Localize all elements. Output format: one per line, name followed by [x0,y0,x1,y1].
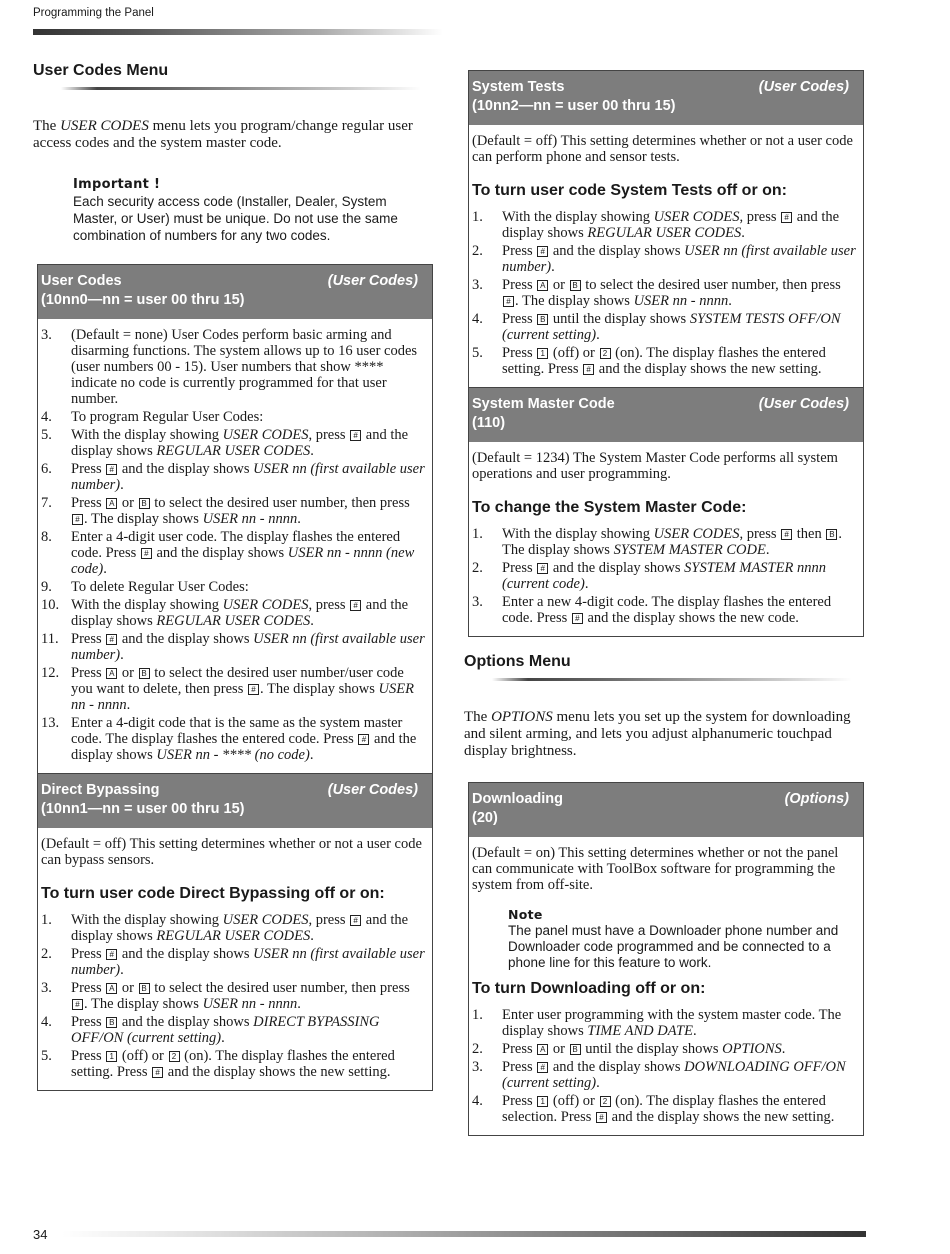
key-icon: A [537,1044,548,1055]
step-text: Press # and the display shows USER nn (first available user number). [71,461,425,493]
section-rule [492,678,852,681]
step-number: 2. [472,1041,483,1057]
section-rule [61,87,421,90]
box-header [38,265,432,319]
note-callout [508,907,857,971]
note-text: The panel must have a Downloader phone number and Downloader code programmed and be connected to a phone line for this feature to work. [508,923,839,970]
step-text: Press A or B to select the desired user number/user code you want to delete, then press # . The display shows USER nn - nnnn. [71,665,414,713]
box-intro: (Default = 1234) The System Master Code performs all system operations and user programming. [472,450,838,482]
procedure-heading: To turn Downloading off or on: [472,980,706,997]
box-title: Direct Bypassing [41,782,160,798]
step-number: 2. [472,560,483,576]
direct-bypassing-box [37,774,433,1091]
running-header: Programming the Panel [33,7,154,19]
step-number: 11. [41,631,59,647]
step-text: Press # and the display shows USER nn (first available user number). [71,946,425,978]
box-title: User Codes [41,273,122,289]
step-item [41,1014,426,1046]
box-subtitle: (110) [472,415,506,431]
step-text: To program Regular User Codes: [71,409,264,425]
key-icon: 1 [537,1096,548,1107]
key-icon: # [106,464,117,475]
step-text: Enter user programming with the system master code. The display shows TIME AND DATE. [502,1007,842,1039]
step-number: 13. [41,715,60,731]
step-number: 7. [41,495,52,511]
key-icon: # [72,514,83,525]
key-icon: A [106,668,117,679]
page-number: 34 [33,1227,48,1242]
step-item [41,980,426,1012]
step-text: (Default = none) User Codes perform basic arming and disarming functions. The system allows up to 16 user codes (user numbers 00 - 15). User numbers that show **** indicate no code is currently programmed for that user number. [71,327,418,407]
step-item [41,495,426,527]
downloading-box [468,782,864,1136]
step-item [41,427,426,459]
step-text: With the display showing USER CODES, press # and the display shows REGULAR USER CODES. [71,912,409,944]
key-icon: # [358,734,369,745]
step-number: 3. [472,1059,483,1075]
box-tag: (User Codes) [758,79,849,95]
step-text: Enter a 4-digit user code. The display flashes the entered code. Press # and the display shows USER nn - nnnn (new code). [71,529,415,577]
step-number: 1. [472,1007,483,1023]
step-text: Press 1 (off) or 2 (on). The display flashes the entered setting. Press # and the display shows the new setting. [502,345,826,377]
system-tests-box [468,70,864,388]
step-item [472,526,857,558]
step-item [472,209,857,241]
user-codes-box [37,264,433,774]
box-header [469,783,863,837]
key-icon: 2 [600,1096,611,1107]
key-icon: B [570,280,581,291]
key-icon: # [72,999,83,1010]
step-item [472,594,857,626]
section-title-options-menu: Options Menu [464,653,571,670]
step-number: 5. [41,1048,52,1064]
step-item [41,665,426,713]
step-item [472,1093,857,1125]
box-title: System Tests [472,79,565,95]
key-icon: # [781,529,792,540]
box-tag: (Options) [784,791,849,807]
key-icon: B [570,1044,581,1055]
procedure-heading: To turn user code System Tests off or on: [472,182,787,199]
important-text: Each security access code (Installer, Dealer, System Master, or User) must be unique. Do not use the same combination of numbers for any two codes. [73,194,398,243]
box-tag: (User Codes) [327,273,418,289]
key-icon: # [537,246,548,257]
step-text: Press # and the display shows SYSTEM MASTER nnnn (current code). [502,560,826,592]
important-title: Important ! [73,177,161,192]
key-icon: B [139,668,150,679]
box-intro: (Default = on) This setting determines whether or not the panel can communicate with ToolBox software for programming the system from off-site. [472,845,839,893]
step-number: 9. [41,579,52,595]
step-item [41,631,426,663]
step-number: 12. [41,665,60,681]
step-text: Press B and the display shows DIRECT BYPASSING OFF/ON (current setting). [71,1014,380,1046]
step-number: 8. [41,529,52,545]
step-item [41,461,426,493]
key-icon: 2 [600,348,611,359]
box-subtitle: (10nn1—nn = user 00 thru 15) [41,801,245,817]
procedure-heading: To change the System Master Code: [472,499,747,516]
options-intro: The OPTIONS menu lets you set up the system for downloading and silent arming, and lets you adjust alphanumeric touchpad display brightness. [464,709,851,759]
step-text: Press B until the display shows SYSTEM TESTS OFF/ON (current setting). [502,311,841,343]
step-text: Press # and the display shows DOWNLOADING OFF/ON (current setting). [502,1059,846,1091]
left-column [33,62,433,1091]
step-item [472,1007,857,1039]
key-icon: # [583,364,594,375]
step-text: Press 1 (off) or 2 (on). The display flashes the entered selection. Press # and the display shows the new setting. [502,1093,835,1125]
step-text: Press A or B to select the desired user number, then press # . The display shows USER nn - nnnn. [71,495,410,527]
step-item [41,715,426,763]
note-title: Note [508,907,543,922]
key-icon: B [106,1017,117,1028]
step-text: Enter a new 4-digit code. The display flashes the entered code. Press # and the display shows the new code. [502,594,832,626]
step-item [472,560,857,592]
important-callout [73,176,433,244]
step-number: 1. [472,526,483,542]
section-title-user-codes-menu: User Codes Menu [33,62,169,79]
step-number: 6. [41,461,52,477]
box-title: System Master Code [472,396,615,412]
box-subtitle: (10nn2—nn = user 00 thru 15) [472,98,676,114]
step-number: 1. [472,209,483,225]
key-icon: # [152,1067,163,1078]
step-number: 3. [41,980,52,996]
step-text: Press # and the display shows USER nn (first available user number). [71,631,425,663]
box-title: Downloading [472,791,564,807]
step-text: Press # and the display shows USER nn (first available user number). [502,243,856,275]
key-icon: # [248,684,259,695]
step-text: Press A or B until the display shows OPTIONS. [502,1041,786,1057]
box-tag: (User Codes) [758,396,849,412]
key-icon: A [537,280,548,291]
header-rule [33,29,443,35]
key-icon: # [106,949,117,960]
procedure-heading: To turn user code Direct Bypassing off or on: [41,885,385,902]
step-item [472,1059,857,1091]
step-text: Press A or B to select the desired user number, then press # . The display shows USER nn - nnnn. [71,980,410,1012]
step-number: 3. [41,327,52,343]
key-icon: # [781,212,792,223]
box-tag: (User Codes) [327,782,418,798]
step-number: 2. [472,243,483,259]
step-item [472,345,857,377]
steps-list [41,327,426,763]
system-master-code-box [468,388,864,637]
step-text: With the display showing USER CODES, press # and the display shows REGULAR USER CODES. [71,597,409,629]
key-icon: 1 [106,1051,117,1062]
step-item [41,912,426,944]
step-item [41,946,426,978]
step-number: 3. [472,277,483,293]
step-text: Enter a 4-digit code that is the same as the system master code. The display flashes the entered code. Press # and the display shows USER nn - **** (no code). [71,715,417,763]
step-item [41,1048,426,1080]
step-text: With the display showing USER CODES, press # and the display shows REGULAR USER CODES. [502,209,840,241]
step-number: 10. [41,597,60,613]
key-icon: A [106,498,117,509]
key-icon: # [503,296,514,307]
step-number: 4. [472,311,483,327]
step-item [41,409,426,425]
step-number: 5. [472,345,483,361]
footer-rule [62,1231,866,1237]
step-number: 4. [41,409,52,425]
key-icon: 2 [169,1051,180,1062]
box-header [469,388,863,442]
key-icon: B [139,498,150,509]
user-codes-intro: The USER CODES menu lets you program/change regular user access codes and the system master code. [33,118,413,151]
step-item [472,311,857,343]
step-number: 2. [41,946,52,962]
key-icon: # [596,1112,607,1123]
step-number: 4. [41,1014,52,1030]
key-icon: B [139,983,150,994]
step-item [41,327,426,407]
key-icon: # [572,613,583,624]
key-icon: # [537,563,548,574]
key-icon: # [350,600,361,611]
key-icon: 1 [537,348,548,359]
key-icon: # [537,1062,548,1073]
key-icon: A [106,983,117,994]
step-text: With the display showing USER CODES, press # then B . The display shows SYSTEM MASTER CODE. [502,526,842,558]
step-item [472,1041,857,1057]
step-number: 4. [472,1093,483,1109]
key-icon: B [826,529,837,540]
step-number: 1. [41,912,52,928]
step-item [41,529,426,577]
key-icon: # [350,915,361,926]
steps-list [472,209,857,377]
right-column [464,70,864,1136]
box-subtitle: (10nn0—nn = user 00 thru 15) [41,292,245,308]
box-subtitle: (20) [472,810,498,826]
steps-list [472,526,857,626]
step-text: To delete Regular User Codes: [71,579,249,595]
box-intro: (Default = off) This setting determines whether or not a user code can bypass sensors. [41,836,422,868]
step-number: 3. [472,594,483,610]
box-intro: (Default = off) This setting determines whether or not a user code can perform phone and sensor tests. [472,133,853,165]
step-item [472,243,857,275]
step-item [41,579,426,595]
key-icon: # [106,634,117,645]
key-icon: B [537,314,548,325]
step-text: Press A or B to select the desired user number, then press # . The display shows USER nn - nnnn. [502,277,841,309]
step-number: 5. [41,427,52,443]
box-header [38,774,432,828]
step-text: With the display showing USER CODES, press # and the display shows REGULAR USER CODES. [71,427,409,459]
step-text: Press 1 (off) or 2 (on). The display flashes the entered setting. Press # and the display shows the new setting. [71,1048,395,1080]
step-item [41,597,426,629]
steps-list [41,912,426,1080]
box-header [469,71,863,125]
step-item [472,277,857,309]
key-icon: # [350,430,361,441]
steps-list [472,1007,857,1125]
key-icon: # [141,548,152,559]
